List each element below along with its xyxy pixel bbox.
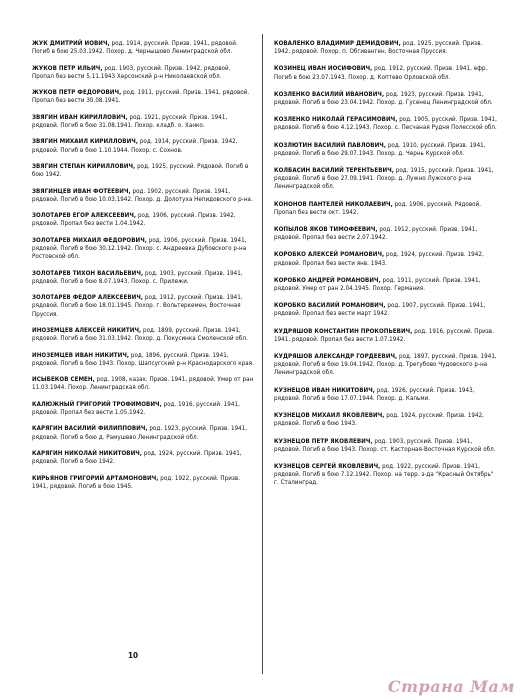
entry-name: КОЗЛЕНКО ВАСИЛИЙ ИВАНОВИЧ, [274,90,385,98]
entry-name: КОЗЛЕНКО НИКОЛАЙ ГЕРАСИМОВИЧ, [274,116,398,124]
entry-name: КУДРЯШОВ АЛЕКСАНДР ГОРДЕЕВИЧ, [274,353,398,361]
entry-details: род. 1903, русский. Призв. 1941, рядовой. Погиб в бою 8.07.1943. Похор. с. Прилежи. [32,269,243,285]
entry-details: род. 1911, русский. Призв. 1941, рядовой. Умер от ран 2.04.1945. Похор. Германия. [274,276,481,293]
list-item [274,277,498,293]
entry-name: ЗВЯГИН МИХАИЛ КИРИЛЛОВИЧ, [32,138,138,146]
entry-details: род. 1923, русский. Призв. 1941, рядовой. Погиб в бою 23.04.1942. Похор. д. Гусенец Ленинградской обл. [274,90,493,107]
entry-details: род. 1914, русский. Призв. 1941, рядовой. Погиб в бою 25.03.1942. Похор. д. Чернышово Ленинградской обл. [32,40,238,56]
entry-details: род. 1906, русский. Призв. 1942, рядовой. Пропал без вести 1.04.1942. [32,212,236,228]
entry-name: КАЛЮЖНЫЙ ГРИГОРИЙ ТРОФИМОВИЧ, [32,400,162,408]
entry-name: ЗОЛОТАРЕВ ТИХОН ВАСИЛЬЕВИЧ, [32,269,144,277]
entry-name: КАРЯГИН ВАСИЛИЙ ФИЛИППОВИЧ, [32,425,148,433]
entry-details: род. 1925, русский. Призв. 1942, рядовой. Похор. п. Обгиванген, Восточная Пруссия. [274,40,483,56]
entry-name: КУЗНЕЦОВ ИВАН НИКИТОВИЧ, [274,386,375,394]
entry-name: ЗВЯГИН СТЕПАН КИРИЛЛОВИЧ, [32,162,136,170]
entry-name: КОРОБКО АНДРЕЙ РОМАНОВИЧ, [274,276,381,284]
entry-details: род. 1911, русский. Призв. 1941, рядовой. Пропал без вести 30.08.1941. [32,89,250,105]
list-item [274,302,498,318]
entry-name: КУЗНЕЦОВ СЕРГЕЙ ЯКОВЛЕВИЧ, [274,462,381,470]
entry-details: род. 1914, русский. Призв. 1942, рядовой. Погиб в бою 1.10.1944. Похор. с. Сохнов. [32,138,238,154]
list-item [32,138,254,154]
list-item [274,463,498,488]
list-item [274,251,498,267]
list-item [274,167,498,192]
entry-name: КИРЬЯНОВ ГРИГОРИЙ АРТАМОНОВИЧ, [32,474,159,482]
entry-name: ЗВЯГИНЦЕВ ИВАН ФОТЕЕВИЧ, [32,187,131,195]
list-item [274,226,498,242]
list-item [32,376,254,392]
list-item [32,475,254,491]
list-item [32,294,254,319]
entry-name: ИНОЗЕМЦЕВ ИВАН НИКИТИЧ, [32,351,130,359]
entry-details: род. 1910, русский. Призв. 1941, рядовой. Погиб в бою 29.07.1943. Похор. д. Чернь Курской обл. [274,141,486,157]
entry-details: род. 1912, русский. Призв. 1941, ефр. Погиб в бою 23.07.1943. Похор. д. Коптево Орловской обл. [274,65,488,81]
list-item [274,65,498,81]
entry-details: род. 1912, русский. Призв. 1941, рядовой. Погиб в бою 18.01.1945. Похор. г. Вольтеркемен, Восточная Пруссия. [32,294,243,318]
list-item [32,425,254,441]
entry-details: род. 1915, русский. Призв. 1941, рядовой. Погиб в бою 27.09.1941. Похор. д. Лужно Лужского р-на Ленинградской обл. [274,167,494,191]
entry-details: род. 1923, русский. Призв. 1941, рядовой. Погиб в бою д. Рамушево Ленинградской обл. [32,425,248,441]
entry-name: КОРОБКО АЛЕКСЕЙ РОМАНОВИЧ, [274,251,385,259]
column-divider [262,34,263,674]
entry-details: род. 1922, русский. Призв. 1941, рядовой. Погиб в бою 7.12.1942. Похор. на терр. з-да "Красный Октябрь" г. Сталинград. [274,462,494,487]
list-item [32,212,254,228]
entry-name: ЗОЛОТАРЕВ ФЕДОР АЛЕКСЕЕВИЧ, [32,294,144,302]
entry-name: КОЗИНЕЦ ИВАН ИОСИФОВИЧ, [274,65,373,73]
list-item [32,89,254,105]
entry-name: КОЛБАСИН ВАСИЛИЙ ТЕРЕНТЬЕВИЧ, [274,167,394,175]
list-item [32,188,254,204]
list-item [32,352,254,368]
list-item [274,353,498,378]
entry-details: род. 1926, русский. Призв. 1943, рядовой. Погиб в бою 17.07.1944. Похор. д. Кальми. [274,386,475,402]
list-item [32,327,254,343]
list-item [32,114,254,130]
list-item [32,401,254,417]
list-item [274,438,498,454]
entry-name: ИНОЗЕМЦЕВ АЛЕКСЕЙ НИКИТИЧ, [32,326,142,334]
entry-name: ЖУКОВ ПЕТР ФЕДОРОВИЧ, [32,89,122,97]
list-item [274,142,498,158]
entry-name: КОНОНОВ ПАНТЕЛЕЙ НИКОЛАЕВИЧ, [274,200,393,208]
entry-details: род. 1912, русский. Призв. 1941, рядовой. Пропал без вести 2.07.1942. [274,226,478,242]
list-item [274,91,498,107]
entry-name: КОВАЛЕНКО ВЛАДИМИР ДЕМИДОВИЧ, [274,40,401,47]
entry-name: ЖУК ДМИТРИЙ ИОВИЧ, [32,40,110,47]
entry-details: род. 1902, русский. Призв. 1941, рядовой. Погиб в бою 10.03.1942. Похор. д. Долотуха Непидовского р-на. [32,187,253,203]
entry-details: род. 1908, казах. Призв. 1941, рядовой. Умер от ран 11.03.1944. Похор. Ленинградская обл. [32,376,254,392]
list-item [274,201,498,217]
entry-details: род. 1921, русский. Призв. 1941, рядовой. Погиб в бою 31.08.1941. Похор. кладб. о. Ханко. [32,113,228,129]
entry-details: род. 1907, русский. Призв. 1941, рядовой. Пропал без вести март 1942. [274,302,486,318]
entry-details: род. 1899, русский. Призв. 1941, рядовой. Погиб в бою 31.03.1942. Похор. д. Покусинка Смоленской обл. [32,326,248,343]
entry-details: род. 1897, русский. Призв. 1941, рядовой. Погиб в бою 19.04.1942. Похор. д. Трегубово Чудовского р-на Ленинградской обл. [274,353,497,377]
entry-name: КАРЯГИН НИКОЛАЙ НИКИТОВИЧ, [32,449,143,457]
entry-details: род. 1924, русский. Призв. 1941, рядовой. Погиб в бою 1942. [32,449,242,466]
entry-name: КУЗНЕЦОВ ПЕТР ЯКОВЛЕВИЧ, [274,437,373,445]
left-column [32,40,254,499]
entry-name: ЖУКОВ ПЕТР ИЛЬИЧ, [32,64,103,72]
entry-name: ЗОЛОТАРЕВ МИХАИЛ ФЕДОРОВИЧ, [32,236,147,244]
list-item [32,40,254,56]
entry-name: КОРОБКО ВАСИЛИЙ РОМАНОВИЧ, [274,302,386,310]
list-item [274,328,498,344]
right-column [274,40,498,497]
entry-details: род. 1925, русский. Рядовой. Погиб в бою 1942. [32,162,249,179]
entry-name: ИСЫБЕКОВ СЕМЕН, [32,376,95,384]
list-item [32,270,254,286]
entry-name: КОПЫЛОВ ЯКОВ ТИМОФЕЕВИЧ, [274,226,378,234]
page-number: 10 [128,651,139,660]
list-item [32,237,254,262]
entry-name: КУДРЯШОВ КОНСТАНТИН ПРОКОПЬЕВИЧ, [274,327,413,335]
entry-details: род. 1903, русский. Призв. 1941, рядовой. Погиб в бою 1943. Похор. ст. Касторная-Восточная Курской обл. [274,437,496,453]
entry-details: род. 1924, русский. Призв. 1942, рядовой. Погиб в бою 1943. [274,412,484,428]
list-item [32,65,254,81]
entry-name: КОЗЛЮТИН ВАСИЛИЙ ПАВЛОВИЧ, [274,141,386,149]
entry-details: род. 1905, русский. Призв. 1941, рядовой. Погиб в бою 4.12.1943. Похор. с. Песчаная Рудня Полесской обл. [274,116,497,132]
list-item [32,450,254,466]
entry-details: род. 1924, русский. Призв. 1942, рядовой. Пропал без вести янв. 1943. [274,251,484,267]
entry-details: род. 1906, русский. Призв. 1941, рядовой. Погиб в бою 30.12.1942. Похор. с. Андреевка Дубовского р-на Ростовской обл. [32,236,247,261]
list-item [274,116,498,132]
entry-details: род. 1916, русский. 1941, рядовой. Пропал без вести 1.05.1942. [32,400,240,416]
entry-name: ЗВЯГИН ИВАН КИРИЛЛОВИЧ, [32,113,128,121]
entry-name: КУЗНЕЦОВ МИХАИЛ ЯКОВЛЕВИЧ, [274,412,385,420]
list-item [274,412,498,428]
entry-details: род. 1906, русский. Рядовой. Пропал без вести окт. 1942. [274,200,482,216]
watermark-logo: Страна Мам [387,677,515,696]
list-item [274,387,498,403]
entry-details: род. 1916, русский. Призв. 1941, рядовой. Пропал без вести 1.07.1942. [274,327,494,343]
list-item [32,163,254,179]
entry-name: ЗОЛОТАРЕВ ЕГОР АЛЕКСЕЕВИЧ, [32,212,137,220]
entry-details: род. 1896, русский. Призв. 1941, рядовой. Погиб в бою 1943. Похор. Шапсугский р-н Краснодарского края. [32,351,254,367]
entry-details: род. 1922, русский. Призв. 1941, рядовой. Погиб в бою 1945. [32,474,241,490]
entry-details: род. 1903, русский. Призв. 1942, рядовой. Пропал без вести 5.11.1943 Херсонский р-н Николаевской обл. [32,64,231,80]
list-item [274,40,498,56]
